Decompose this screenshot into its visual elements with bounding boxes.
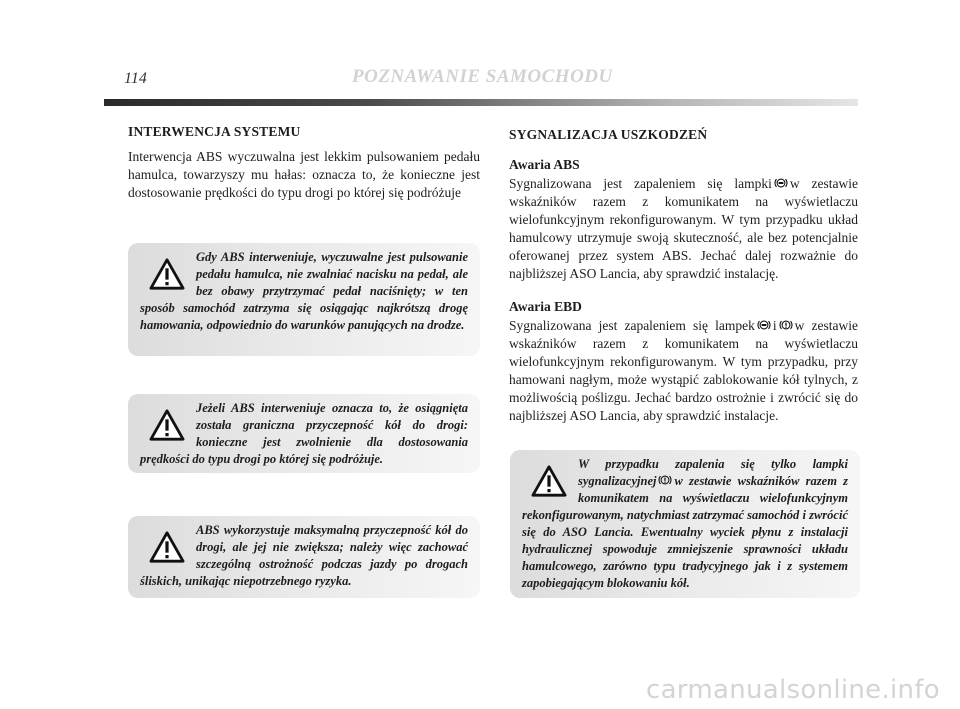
brake-warning-lamp-icon [658,473,672,487]
warning-text-4: W przypadku zapalenia się tylko lampki sygnalizacyjnej w zestawie wskaźników razem z komunikatem na wyświetlaczu wielofunkcyjnym rekonfigurowanym, natychmiast zatrzymać samochód i zwrócić się do ASO Lancia. Ewentualny wyciek płynu z instalacji hydraulicznej spowoduje zmniejszenie sprawności układu hamulcowego, zarówno typu tradycyjnego jak i z systemem zapobiegającym blokowaniu kół. [522,457,848,590]
page-number: 114 [124,70,147,87]
warning-box-1 [128,243,480,356]
header-rule [104,99,858,106]
system-intervention-heading: INTERWENCJA SYSTEMU [128,124,301,139]
warning-box-3 [128,516,480,598]
ebd-fault-title: Awaria EBD [509,299,582,314]
abs-fault-text: Sygnalizowana jest zapaleniem się lampki w zestawie wskaźników razem z komunikatem na wyświetlaczu wielofunkcyjnym rekonfigurowanym. W tym przypadku układ hamulcowy utrzymuje swoją skuteczność, ale bez potencjalnie oferowanej przez system ABS. Jechać dalej rozważnie do najbliższej ASO Lancia, aby sprawdzić instalację. [509,176,858,281]
warning-triangle-icon [148,408,186,442]
warning-text-1: Gdy ABS interweniuje, wyczuwalne jest pulsowanie pedału hamulca, nie zwalniać nacisku na pedał, ale bez obawy przytrzymać pedał naciśnięty; w ten sposób samochód zatrzyma się osiągając najkrótszą drogę hamowania, odpowiednio do warunków panujących na drodze. [140,250,468,332]
warning-triangle-icon [148,257,186,291]
watermark: carmanualsonline.info [645,675,940,705]
warning-text-3: ABS wykorzystuje maksymalną przyczepność kół do drogi, ale jej nie zwiększa; należy więc zachować szczególną ostrożność podczas jazdy po drogach śliskich, unikając niepotrzebnego ryzyka. [140,523,468,588]
fault-signaling-heading: SYGNALIZACJA USZKODZEŃ [509,127,708,142]
section-title: POZNAWANIE SAMOCHODU [352,66,613,87]
right-column [509,127,858,425]
warning-box-4 [510,450,860,598]
abs-fault-section [509,157,858,283]
left-column [128,124,480,202]
ebd-fault-section [509,299,858,425]
warning-text-2: Jeżeli ABS interweniuje oznacza to, że osiągnięta została graniczna przyczepność kół do drogi: konieczne jest zwolnienie dla dostosowania prędkości do typu drogi po której się podróżuje. [140,401,468,466]
ebd-fault-text: Sygnalizowana jest zapaleniem się lampek i w zestawie wskaźników razem z komunikatem na wyświetlaczu wielofunkcyjnym rekonfigurowanym. W tym przypadku, przy hamowani nagłym, może wystąpić zablokowanie kół tylnych, z możliwością poślizgu. Jechać bardzo ostrożnie i zwrócić się do najbliższej ASO Lancia, aby sprawdzić instalacje. [509,318,858,423]
warning-box-2 [128,394,480,473]
abs-warning-lamp-icon [774,176,788,190]
abs-fault-title: Awaria ABS [509,157,580,172]
brake-warning-lamp-icon [779,318,793,332]
warning-triangle-icon [148,530,186,564]
system-intervention-text: Interwencja ABS wyczuwalna jest lekkim pulsowaniem pedału hamulca, towarzyszy mu hałas: oznacza to, że konieczne jest dostosowanie prędkości do typu drogi po której się podróżuje [128,149,480,200]
warning-triangle-icon [530,464,568,498]
abs-warning-lamp-icon [757,318,771,332]
